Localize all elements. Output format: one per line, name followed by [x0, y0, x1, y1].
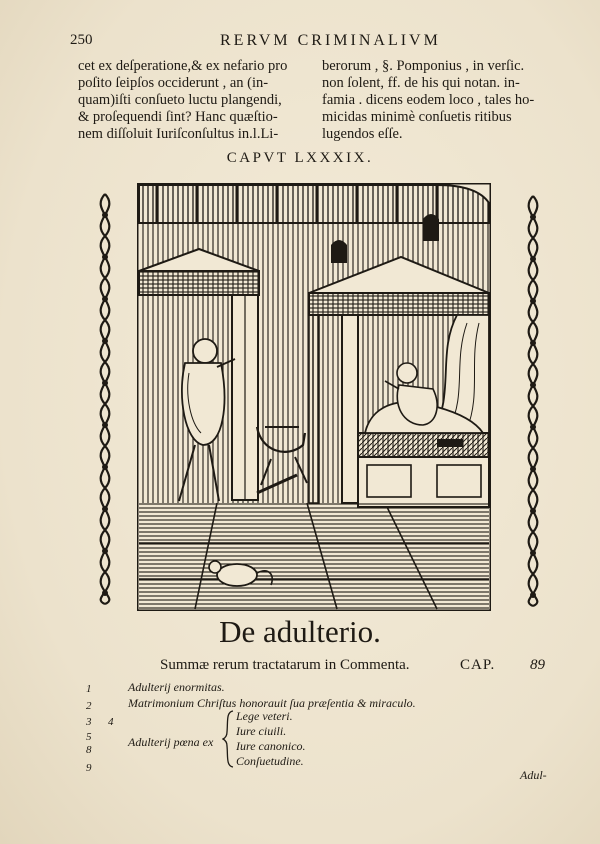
penalty-entry: Lege veteri.	[236, 709, 293, 723]
text-column-left	[78, 58, 308, 143]
text-line: berorum , §. Pomponius , in verſic.	[322, 58, 525, 74]
text-line: famia . dicens eodem loco , tales ho-	[322, 92, 535, 108]
text-line: & proſequendi ſint? Hanc quæſtio-	[78, 109, 278, 125]
text-line: lugendos eſſe.	[322, 126, 403, 142]
summary-heading-row	[160, 657, 560, 679]
margin-number: 3	[86, 716, 92, 728]
penalty-entry: Iure ciuili.	[236, 724, 287, 738]
summary-entry: Adulterij enormitas.	[128, 680, 225, 694]
cap-page-number: 89	[530, 657, 545, 673]
text-line: poſito ſeipſos occiderunt , an (in-	[78, 75, 269, 91]
margin-number: 1	[86, 683, 92, 695]
text-line: non ſolent, ff. de his qui notan. in-	[322, 75, 520, 91]
margin-number: 2	[86, 700, 92, 712]
margin-number: 8	[86, 744, 92, 756]
chapter-title: De adulterio.	[219, 614, 381, 649]
text-line: cet ex deſperatione,& ex nefario pro	[78, 58, 288, 74]
woodcut-illustration	[137, 183, 491, 611]
margin-number: 9	[86, 762, 92, 774]
brace-icon	[222, 710, 234, 768]
text-line: micidas minimè conſuetis ritibus	[322, 109, 512, 125]
penalty-entry: Conſuetudine.	[236, 754, 304, 768]
text-line: quam)iſti conſueto luctu plangendi,	[78, 92, 282, 108]
cap-label: CAP.	[460, 657, 496, 673]
margin-number: 5	[86, 731, 92, 743]
page-header	[70, 30, 540, 52]
penalty-entry: Iure canonico.	[236, 739, 306, 753]
summary-heading: Summæ rerum tractatarum in Commenta.	[160, 657, 410, 673]
text-column-right	[322, 58, 554, 143]
summary-entry: Adulterij pœna ex	[128, 735, 214, 749]
margin-number: 4	[108, 716, 114, 728]
ornamental-border-left	[86, 190, 124, 608]
catchword: Adul-	[520, 768, 547, 782]
chapter-number: CAPVT LXXXIX.	[226, 150, 374, 166]
summary-entry: Matrimonium Chriſtus honorauit ſua præſentia & miraculo.	[128, 696, 416, 710]
page-number: 250	[70, 32, 93, 48]
ornamental-border-right	[514, 192, 552, 610]
text-line: nem diſſoluit Iuriſconſultus in.l.Li-	[78, 126, 279, 142]
running-title: RERVM CRIMINALIVM	[220, 32, 441, 49]
